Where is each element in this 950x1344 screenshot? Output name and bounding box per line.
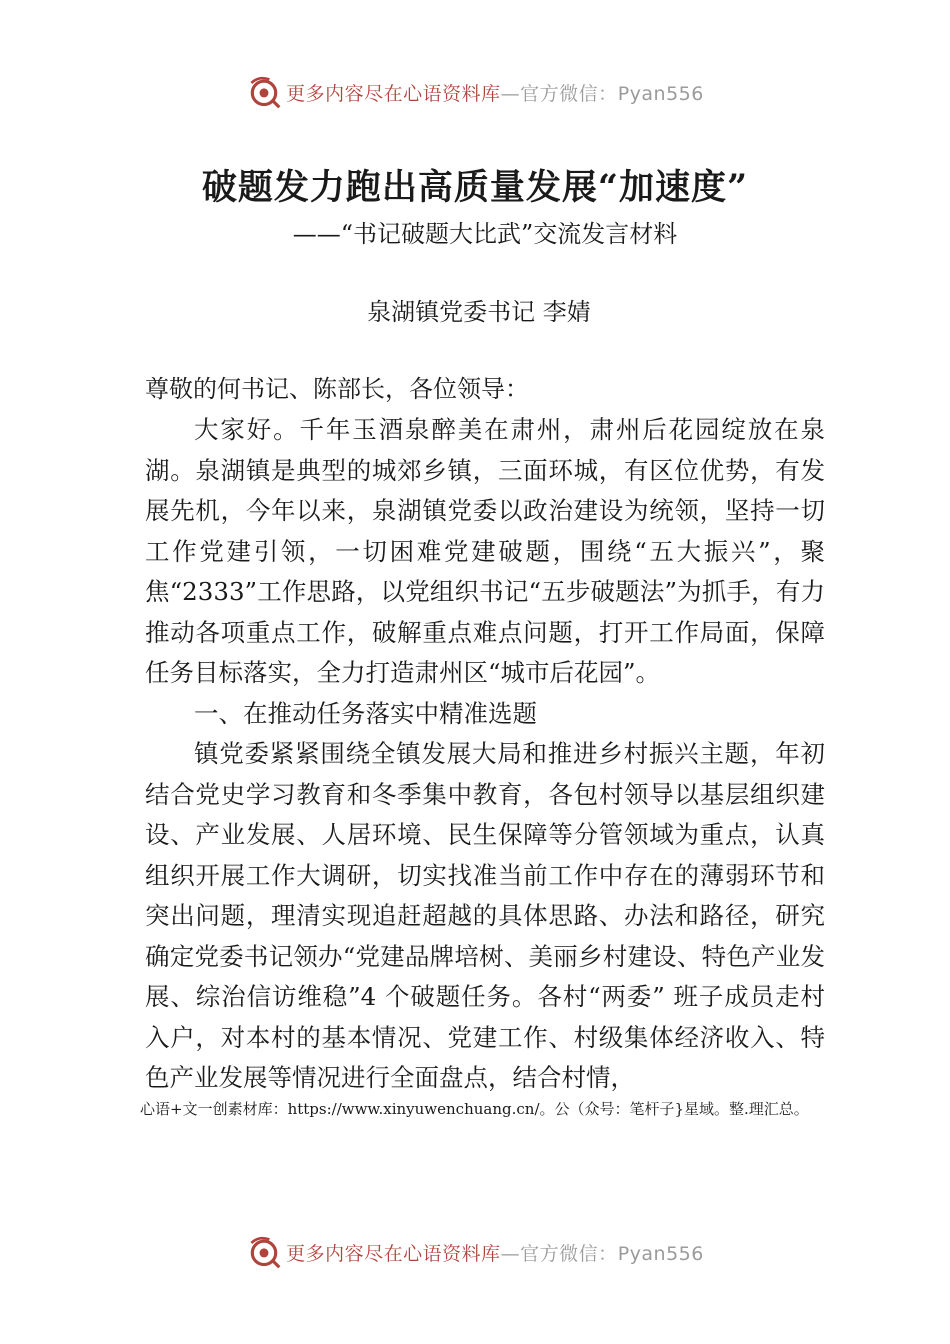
footer-banner [0, 1232, 950, 1272]
paragraph-section-1: 镇党委紧紧围绕全镇发展大局和推进乡村振兴主题，年初结合党史学习教育和冬季集中教育，各包村领导以基层组织建设、产业发展、人居环境、民生保障等分管领域为重点，认真组织开展工作大调研，切实找准当前工作中存在的薄弱环节和突出问题，理清实现追赶超越的具体思路、办法和路径，研究确定党委书记领办“党建品牌培树、美丽乡村建设、特色产业发展、综治信访维稳”4 个破题任务。各村“两委” 班子成员走村入户，对本村的基本情况、党建工作、村级集体经济收入、特色产业发展等情况进行全面盘点，结合村情， [145, 739, 825, 1092]
document-subtitle: ——“书记破题大比武”交流发言材料 [292, 220, 678, 248]
banner-wechat-label: 官方微信： [520, 1242, 618, 1265]
banner-main: 更多内容尽在心语资料库 [286, 1242, 501, 1265]
brand-logo-icon [246, 1234, 282, 1270]
document-title: 破题发力跑出高质量发展“加速度” [201, 167, 749, 208]
banner-wechat-id: Pyan556 [617, 1242, 704, 1265]
source-note: 心语+文一创素材库：https://www.xinyuwenchuang.cn/。公（众号：笔杆子}星域。整.理汇总。 [140, 1100, 809, 1118]
banner-wechat-label: 官方微信： [520, 82, 618, 105]
document-author: 泉湖镇党委书记 李婧 [367, 298, 591, 326]
salutation: 尊敬的何书记、陈部长，各位领导： [145, 375, 529, 403]
document-body [145, 410, 825, 1099]
brand-logo-icon [246, 74, 282, 110]
banner-dash: — [500, 82, 521, 105]
banner-wechat-id: Pyan556 [617, 82, 704, 105]
banner-main: 更多内容尽在心语资料库 [286, 82, 501, 105]
banner-text [286, 1239, 704, 1266]
paragraph-intro: 大家好。千年玉酒泉醉美在肃州，肃州后花园绽放在泉湖。泉湖镇是典型的城郊乡镇，三面环城，有区位优势，有发展先机，今年以来，泉湖镇党委以政治建设为统领，坚持一切工作党建引领，一切困难党建破题，围绕“五大振兴”，聚焦“2333”工作思路，以党组织书记“五步破题法”为抓手，有力推动各项重点工作，破解重点难点问题，打开工作局面，保障任务目标落实，全力打造肃州区“城市后花园”。 [145, 415, 825, 687]
banner-text [286, 79, 704, 106]
section-heading-1: 一、在推动任务落实中精准选题 [194, 698, 537, 728]
banner-dash: — [500, 1242, 521, 1265]
header-banner [0, 72, 950, 112]
